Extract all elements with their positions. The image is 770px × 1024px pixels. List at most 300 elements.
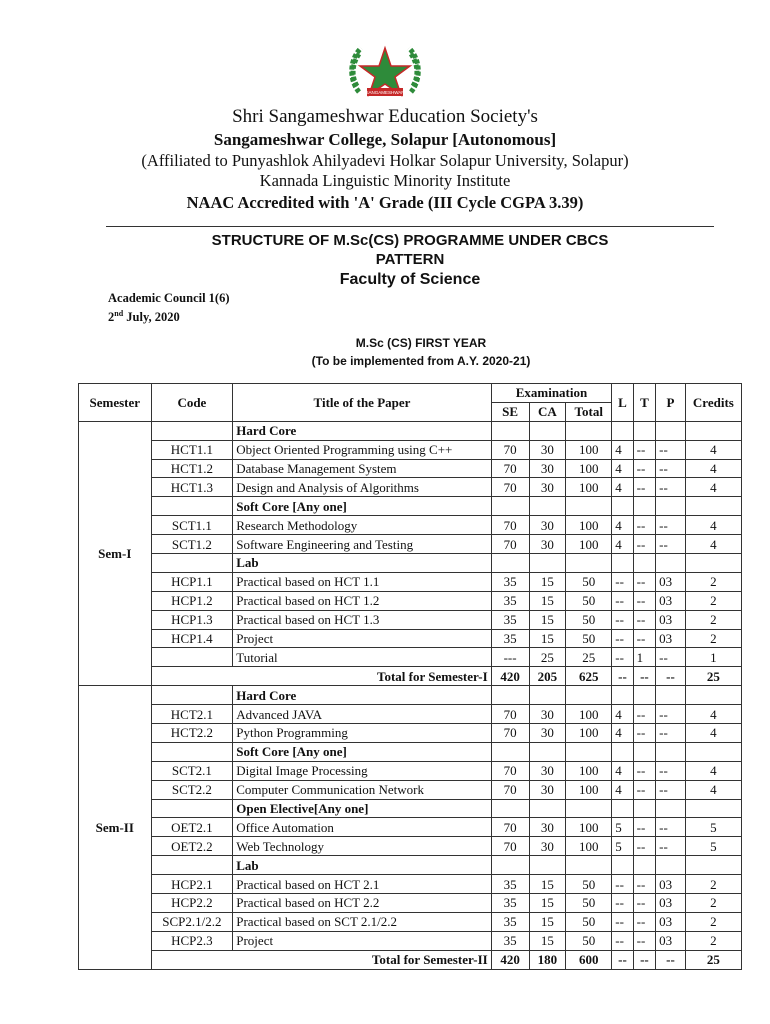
- cell-l: --: [612, 591, 633, 610]
- table-row: [79, 610, 742, 629]
- cell-se: 35: [491, 572, 529, 591]
- cell-credits: 2: [685, 912, 741, 931]
- table-row: [79, 478, 742, 497]
- course-title: Research Methodology: [233, 516, 491, 535]
- cell-t: [633, 742, 655, 761]
- cell-t: --: [633, 931, 655, 950]
- table-row: [79, 931, 742, 950]
- course-title: Project: [233, 931, 491, 950]
- course-code: HCT2.2: [151, 724, 233, 743]
- total-label: Total for Semester-II: [151, 950, 491, 969]
- cell-ca: [529, 742, 566, 761]
- cell-t: --: [633, 761, 655, 780]
- cell-l: 5: [612, 837, 633, 856]
- college-name: Sangameshwar College, Solapur [Autonomous]: [213, 130, 557, 149]
- cell-credits: 4: [685, 535, 741, 554]
- cell-credits: 1: [685, 648, 741, 667]
- cell-l: 4: [612, 478, 633, 497]
- course-code: SCT2.1: [151, 761, 233, 780]
- table-row: [79, 497, 742, 516]
- cell-total: 50: [566, 591, 612, 610]
- course-code: [151, 686, 233, 705]
- header-p: P: [656, 384, 686, 422]
- cell-t: --: [633, 837, 655, 856]
- cell-p: 03: [656, 912, 686, 931]
- cell-se: [491, 686, 529, 705]
- header-divider: [106, 226, 714, 227]
- cell-p: --: [656, 724, 686, 743]
- cell-p: [656, 856, 686, 875]
- cell-total: 50: [566, 894, 612, 913]
- cell-credits: 2: [685, 591, 741, 610]
- semester-label: Sem-I: [79, 421, 152, 685]
- cell-total: 50: [566, 931, 612, 950]
- cell-l: [612, 686, 633, 705]
- cell-ca: [529, 856, 566, 875]
- cell-total: 100: [566, 705, 612, 724]
- table-row: [79, 686, 742, 705]
- total-row: [79, 667, 742, 686]
- course-code: HCP1.1: [151, 572, 233, 591]
- course-code: HCP1.3: [151, 610, 233, 629]
- course-code: OET2.2: [151, 837, 233, 856]
- course-title: Python Programming: [233, 724, 491, 743]
- cell-credits: 2: [685, 629, 741, 648]
- cell-ca: 30: [529, 516, 566, 535]
- total-se: 420: [491, 950, 529, 969]
- cell-se: 70: [491, 780, 529, 799]
- course-title: Practical based on HCT 2.1: [233, 875, 491, 894]
- total-credits: 25: [685, 667, 741, 686]
- table-row: [79, 440, 742, 459]
- year-heading: [0, 334, 770, 370]
- course-title: Project: [233, 629, 491, 648]
- course-title: Digital Image Processing: [233, 761, 491, 780]
- cell-se: 70: [491, 478, 529, 497]
- header-title: Title of the Paper: [233, 384, 491, 422]
- course-code: HCP1.2: [151, 591, 233, 610]
- section-heading: Soft Core [Any one]: [233, 497, 491, 516]
- course-code: HCP2.1: [151, 875, 233, 894]
- cell-l: 5: [612, 818, 633, 837]
- cell-p: --: [656, 648, 686, 667]
- table-row: [79, 856, 742, 875]
- cell-se: ---: [491, 648, 529, 667]
- total-ca: 180: [529, 950, 566, 969]
- cell-t: --: [633, 780, 655, 799]
- table-row: [79, 572, 742, 591]
- cell-p: 03: [656, 894, 686, 913]
- header-se: SE: [491, 402, 529, 421]
- course-code: HCT1.2: [151, 459, 233, 478]
- total-total: 600: [566, 950, 612, 969]
- cell-ca: [529, 554, 566, 573]
- council-ref: Academic Council 1(6): [108, 291, 230, 305]
- cell-t: --: [633, 705, 655, 724]
- cell-t: --: [633, 572, 655, 591]
- year-implementation: (To be implemented from A.Y. 2020-21): [311, 354, 531, 368]
- total-label: Total for Semester-I: [151, 667, 491, 686]
- affiliation: (Affiliated to Punyashlok Ahilyadevi Holkar Solapur University, Solapur): [141, 151, 629, 170]
- cell-l: 4: [612, 535, 633, 554]
- cell-total: [566, 742, 612, 761]
- cell-t: 1: [633, 648, 655, 667]
- cell-l: --: [612, 572, 633, 591]
- cell-credits: 4: [685, 478, 741, 497]
- cell-ca: 30: [529, 535, 566, 554]
- cell-p: 03: [656, 629, 686, 648]
- header-credits: Credits: [685, 384, 741, 422]
- course-code: HCP2.2: [151, 894, 233, 913]
- total-l: --: [612, 667, 633, 686]
- section-heading: Lab: [233, 856, 491, 875]
- table-row: [79, 629, 742, 648]
- cell-ca: 30: [529, 818, 566, 837]
- cell-ca: [529, 686, 566, 705]
- svg-text:SANGAMESHWAR: SANGAMESHWAR: [365, 90, 405, 95]
- total-l: --: [612, 950, 633, 969]
- total-row: [79, 950, 742, 969]
- cell-l: 4: [612, 780, 633, 799]
- cell-total: 100: [566, 724, 612, 743]
- cell-l: --: [612, 894, 633, 913]
- faculty-title: Faculty of Science: [339, 271, 481, 288]
- cell-t: [633, 554, 655, 573]
- cell-credits: [685, 497, 741, 516]
- cell-p: [656, 421, 686, 440]
- cell-l: --: [612, 629, 633, 648]
- cell-l: [612, 799, 633, 818]
- header-semester: Semester: [79, 384, 152, 422]
- cell-total: 100: [566, 440, 612, 459]
- table-row: [79, 818, 742, 837]
- cell-credits: 4: [685, 724, 741, 743]
- cell-ca: 30: [529, 837, 566, 856]
- cell-total: 100: [566, 459, 612, 478]
- cell-credits: 2: [685, 610, 741, 629]
- header-t: T: [633, 384, 655, 422]
- cell-se: 35: [491, 591, 529, 610]
- cell-ca: 15: [529, 591, 566, 610]
- cell-credits: [685, 421, 741, 440]
- cell-l: [612, 554, 633, 573]
- cell-t: [633, 799, 655, 818]
- cell-ca: 15: [529, 875, 566, 894]
- course-title: Practical based on HCT 2.2: [233, 894, 491, 913]
- cell-t: [633, 421, 655, 440]
- year-title: M.Sc (CS) FIRST YEAR: [355, 336, 487, 350]
- cell-l: 4: [612, 724, 633, 743]
- cell-credits: [685, 742, 741, 761]
- course-code: HCP2.3: [151, 931, 233, 950]
- total-total: 625: [566, 667, 612, 686]
- cell-ca: 15: [529, 572, 566, 591]
- cell-p: [656, 742, 686, 761]
- semester-label: Sem-II: [79, 686, 152, 969]
- total-p: --: [656, 950, 686, 969]
- cell-se: [491, 799, 529, 818]
- cell-credits: 2: [685, 894, 741, 913]
- section-heading: Hard Core: [233, 686, 491, 705]
- council-date: 2nd July, 2020: [108, 309, 180, 325]
- cell-l: --: [612, 875, 633, 894]
- cell-t: [633, 497, 655, 516]
- table-row: [79, 648, 742, 667]
- cell-ca: 30: [529, 478, 566, 497]
- course-code: OET2.1: [151, 818, 233, 837]
- cell-se: 35: [491, 931, 529, 950]
- course-title: Object Oriented Programming using C++: [233, 440, 491, 459]
- cell-t: --: [633, 440, 655, 459]
- course-code: [151, 856, 233, 875]
- course-title: Practical based on HCT 1.2: [233, 591, 491, 610]
- cell-se: 70: [491, 459, 529, 478]
- header-ca: CA: [529, 402, 566, 421]
- cell-t: --: [633, 724, 655, 743]
- cell-ca: 30: [529, 440, 566, 459]
- table-row: [79, 421, 742, 440]
- cell-se: 35: [491, 912, 529, 931]
- cell-se: 70: [491, 516, 529, 535]
- cell-t: --: [633, 591, 655, 610]
- table-row: [79, 799, 742, 818]
- cell-se: 35: [491, 894, 529, 913]
- cell-se: [491, 497, 529, 516]
- cell-l: --: [612, 931, 633, 950]
- cell-ca: 30: [529, 459, 566, 478]
- course-code: [151, 799, 233, 818]
- cell-ca: 30: [529, 761, 566, 780]
- course-title: Advanced JAVA: [233, 705, 491, 724]
- naac-grade: NAAC Accredited with 'A' Grade (III Cycle CGPA 3.39): [186, 193, 584, 212]
- table-row: [79, 912, 742, 931]
- cell-p: --: [656, 818, 686, 837]
- cell-t: [633, 686, 655, 705]
- cell-p: 03: [656, 610, 686, 629]
- cell-t: --: [633, 912, 655, 931]
- cell-l: [612, 421, 633, 440]
- cell-l: [612, 742, 633, 761]
- cell-ca: 15: [529, 610, 566, 629]
- cell-se: [491, 856, 529, 875]
- cell-credits: [685, 686, 741, 705]
- minority-status: Kannada Linguistic Minority Institute: [259, 171, 511, 190]
- cell-credits: 4: [685, 459, 741, 478]
- course-code: [151, 421, 233, 440]
- cell-total: 25: [566, 648, 612, 667]
- cell-se: 70: [491, 724, 529, 743]
- course-title: Tutorial: [233, 648, 491, 667]
- header-code: Code: [151, 384, 233, 422]
- table-row: [79, 459, 742, 478]
- course-code: HCT2.1: [151, 705, 233, 724]
- cell-se: 70: [491, 837, 529, 856]
- table-row: [79, 705, 742, 724]
- cell-ca: 30: [529, 705, 566, 724]
- table-row: [79, 535, 742, 554]
- course-code: SCT1.2: [151, 535, 233, 554]
- cell-total: 100: [566, 780, 612, 799]
- course-title: Web Technology: [233, 837, 491, 856]
- cell-total: 100: [566, 837, 612, 856]
- cell-se: 70: [491, 705, 529, 724]
- cell-total: 50: [566, 610, 612, 629]
- cell-p: 03: [656, 572, 686, 591]
- course-code: [151, 742, 233, 761]
- course-code: [151, 497, 233, 516]
- total-t: --: [633, 950, 655, 969]
- cell-total: 100: [566, 516, 612, 535]
- society-name: Shri Sangameshwar Education Society's: [232, 106, 538, 127]
- cell-total: [566, 421, 612, 440]
- table-row: [79, 742, 742, 761]
- cell-l: --: [612, 912, 633, 931]
- cell-p: [656, 799, 686, 818]
- section-heading: Open Elective[Any one]: [233, 799, 491, 818]
- section-heading: Lab: [233, 554, 491, 573]
- table-row: [79, 780, 742, 799]
- cell-total: 50: [566, 572, 612, 591]
- college-logo: [345, 42, 425, 104]
- academic-council: [108, 290, 230, 325]
- course-code: HCP1.4: [151, 629, 233, 648]
- table-row: [79, 761, 742, 780]
- header-examination: Examination: [491, 384, 612, 403]
- cell-ca: 25: [529, 648, 566, 667]
- cell-total: [566, 497, 612, 516]
- section-heading: Hard Core: [233, 421, 491, 440]
- cell-credits: [685, 554, 741, 573]
- cell-credits: 5: [685, 837, 741, 856]
- cell-credits: 4: [685, 516, 741, 535]
- section-heading: Soft Core [Any one]: [233, 742, 491, 761]
- cell-ca: 15: [529, 629, 566, 648]
- cell-credits: 2: [685, 572, 741, 591]
- table-row: [79, 894, 742, 913]
- course-code: SCT2.2: [151, 780, 233, 799]
- cell-l: 4: [612, 516, 633, 535]
- cell-credits: [685, 856, 741, 875]
- cell-p: 03: [656, 931, 686, 950]
- cell-se: 35: [491, 875, 529, 894]
- cell-se: [491, 742, 529, 761]
- total-p: --: [656, 667, 686, 686]
- cell-ca: [529, 421, 566, 440]
- cell-p: --: [656, 535, 686, 554]
- cell-ca: [529, 799, 566, 818]
- cell-credits: 5: [685, 818, 741, 837]
- cell-credits: 4: [685, 761, 741, 780]
- cell-total: 100: [566, 761, 612, 780]
- cell-se: [491, 554, 529, 573]
- cell-l: 4: [612, 440, 633, 459]
- cell-p: --: [656, 440, 686, 459]
- document-title: STRUCTURE OF M.Sc(CS) PROGRAMME UNDER CBCS: [211, 232, 609, 249]
- cell-t: --: [633, 818, 655, 837]
- table-row: [79, 837, 742, 856]
- cell-se: [491, 421, 529, 440]
- cell-t: --: [633, 516, 655, 535]
- cell-p: --: [656, 478, 686, 497]
- course-structure-table: [78, 383, 742, 970]
- cell-l: 4: [612, 761, 633, 780]
- cell-p: 03: [656, 591, 686, 610]
- cell-se: 70: [491, 535, 529, 554]
- cell-ca: 15: [529, 912, 566, 931]
- cell-credits: 2: [685, 931, 741, 950]
- cell-total: [566, 799, 612, 818]
- course-code: [151, 648, 233, 667]
- cell-l: 4: [612, 459, 633, 478]
- cell-total: [566, 554, 612, 573]
- cell-t: --: [633, 478, 655, 497]
- cell-total: 50: [566, 912, 612, 931]
- cell-ca: 30: [529, 780, 566, 799]
- cell-p: --: [656, 516, 686, 535]
- cell-credits: 4: [685, 705, 741, 724]
- cell-p: --: [656, 705, 686, 724]
- course-code: SCP2.1/2.2: [151, 912, 233, 931]
- cell-total: 100: [566, 818, 612, 837]
- cell-se: 70: [491, 818, 529, 837]
- course-title: Design and Analysis of Algorithms: [233, 478, 491, 497]
- cell-t: --: [633, 894, 655, 913]
- cell-t: --: [633, 535, 655, 554]
- cell-total: 50: [566, 875, 612, 894]
- cell-se: 70: [491, 761, 529, 780]
- course-code: HCT1.1: [151, 440, 233, 459]
- table-row: [79, 724, 742, 743]
- cell-credits: 4: [685, 780, 741, 799]
- cell-ca: 30: [529, 724, 566, 743]
- cell-ca: 15: [529, 894, 566, 913]
- total-ca: 205: [529, 667, 566, 686]
- course-code: SCT1.1: [151, 516, 233, 535]
- cell-se: 35: [491, 629, 529, 648]
- cell-l: --: [612, 648, 633, 667]
- cell-p: --: [656, 459, 686, 478]
- cell-credits: [685, 799, 741, 818]
- course-title: Database Management System: [233, 459, 491, 478]
- cell-ca: 15: [529, 931, 566, 950]
- cell-p: --: [656, 780, 686, 799]
- cell-total: 50: [566, 629, 612, 648]
- cell-t: --: [633, 610, 655, 629]
- course-title: Practical based on HCT 1.3: [233, 610, 491, 629]
- cell-total: [566, 686, 612, 705]
- course-code: HCT1.3: [151, 478, 233, 497]
- cell-se: 35: [491, 610, 529, 629]
- cell-p: --: [656, 761, 686, 780]
- cell-t: --: [633, 629, 655, 648]
- cell-l: [612, 497, 633, 516]
- cell-se: 70: [491, 440, 529, 459]
- cell-credits: 2: [685, 875, 741, 894]
- cell-p: [656, 686, 686, 705]
- header-l: L: [612, 384, 633, 422]
- document-title-cont: PATTERN: [375, 251, 445, 268]
- table-row: [79, 554, 742, 573]
- cell-total: [566, 856, 612, 875]
- cell-p: --: [656, 837, 686, 856]
- header-total: Total: [566, 402, 612, 421]
- cell-l: [612, 856, 633, 875]
- table-row: [79, 591, 742, 610]
- course-title: Practical based on SCT 2.1/2.2: [233, 912, 491, 931]
- total-credits: 25: [685, 950, 741, 969]
- cell-l: --: [612, 610, 633, 629]
- cell-t: --: [633, 875, 655, 894]
